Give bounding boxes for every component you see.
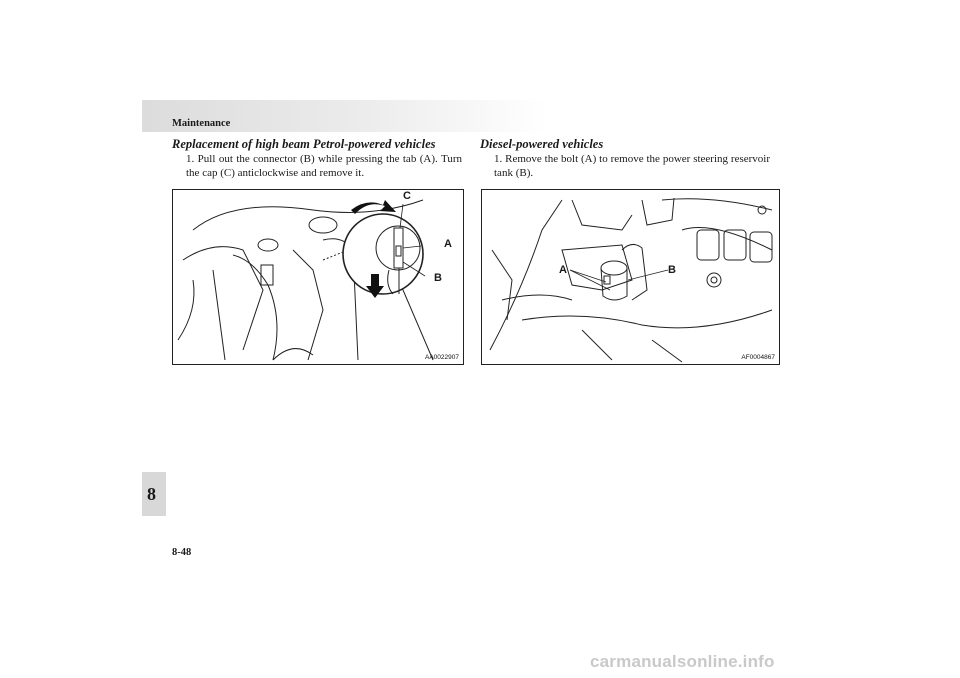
callout-a: A	[559, 264, 567, 276]
right-step-1-text: 1. Remove the bolt (A) to remove the power steering reservoir tank (B).	[494, 153, 770, 179]
headlamp-illustration	[173, 190, 463, 364]
right-step-1	[494, 153, 770, 180]
left-step-1-text: 1. Pull out the connector (B) while pressing the tab (A). Turn the cap (C) anticlockwise and remove it.	[186, 153, 462, 179]
engine-bay-illustration	[482, 190, 779, 364]
right-figure	[481, 189, 780, 365]
callout-a: A	[444, 238, 452, 250]
section-header: Maintenance	[172, 118, 231, 129]
chapter-number: 8	[147, 484, 156, 504]
left-step-1	[186, 153, 462, 180]
callout-b: B	[668, 264, 676, 276]
left-section-title: Replacement of high beam Petrol-powered vehicles	[172, 137, 436, 151]
left-figure-code: AA0022907	[425, 354, 459, 361]
callout-c: C	[403, 190, 411, 202]
right-figure-code: AF0004867	[741, 354, 775, 361]
right-section-title: Diesel-powered vehicles	[480, 137, 604, 151]
callout-b: B	[434, 272, 442, 284]
watermark: carmanualsonline.info	[590, 652, 775, 671]
page-number: 8-48	[172, 547, 192, 558]
left-figure	[172, 189, 464, 365]
